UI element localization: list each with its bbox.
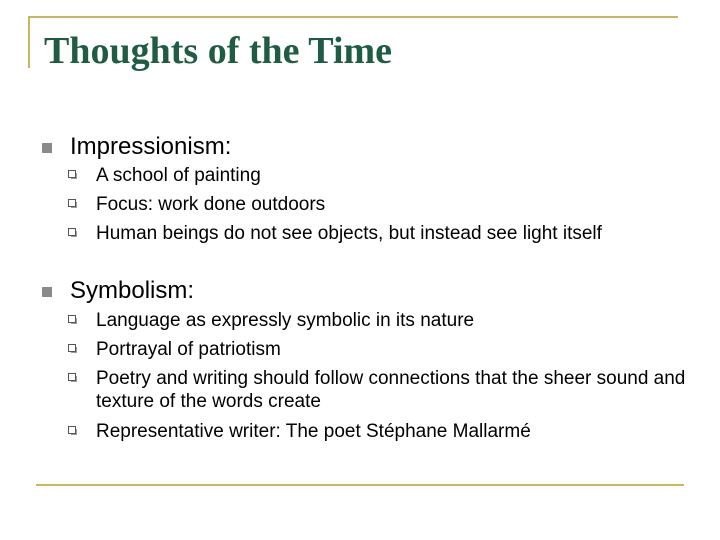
checkbox-bullet-icon [68, 315, 76, 323]
checkbox-bullet-icon [68, 170, 76, 178]
checkbox-bullet-icon [68, 228, 76, 236]
slide-title: Thoughts of the Time [44, 30, 393, 72]
square-bullet-icon [42, 143, 52, 153]
frame-left-rule [28, 16, 30, 68]
frame-top-rule [28, 16, 678, 18]
checkbox-bullet-icon [68, 344, 76, 352]
footer-rule [36, 484, 684, 486]
slide: Thoughts of the Time Impressionism: A school of painting Focus: work done outdoors Human beings do not see objects, but instead see light itself Symbolism: Language as expressly symbolic in its nature Portrayal of patriotism Poetry and writing should follow connections that the sheer sound and texture of the words create Representative writer: The poet Stéphane Mallarmé [0, 0, 720, 540]
square-bullet-icon [42, 287, 52, 297]
checkbox-bullet-icon [68, 373, 76, 381]
checkbox-bullet-icon [68, 199, 76, 207]
checkbox-bullet-icon [68, 426, 76, 434]
